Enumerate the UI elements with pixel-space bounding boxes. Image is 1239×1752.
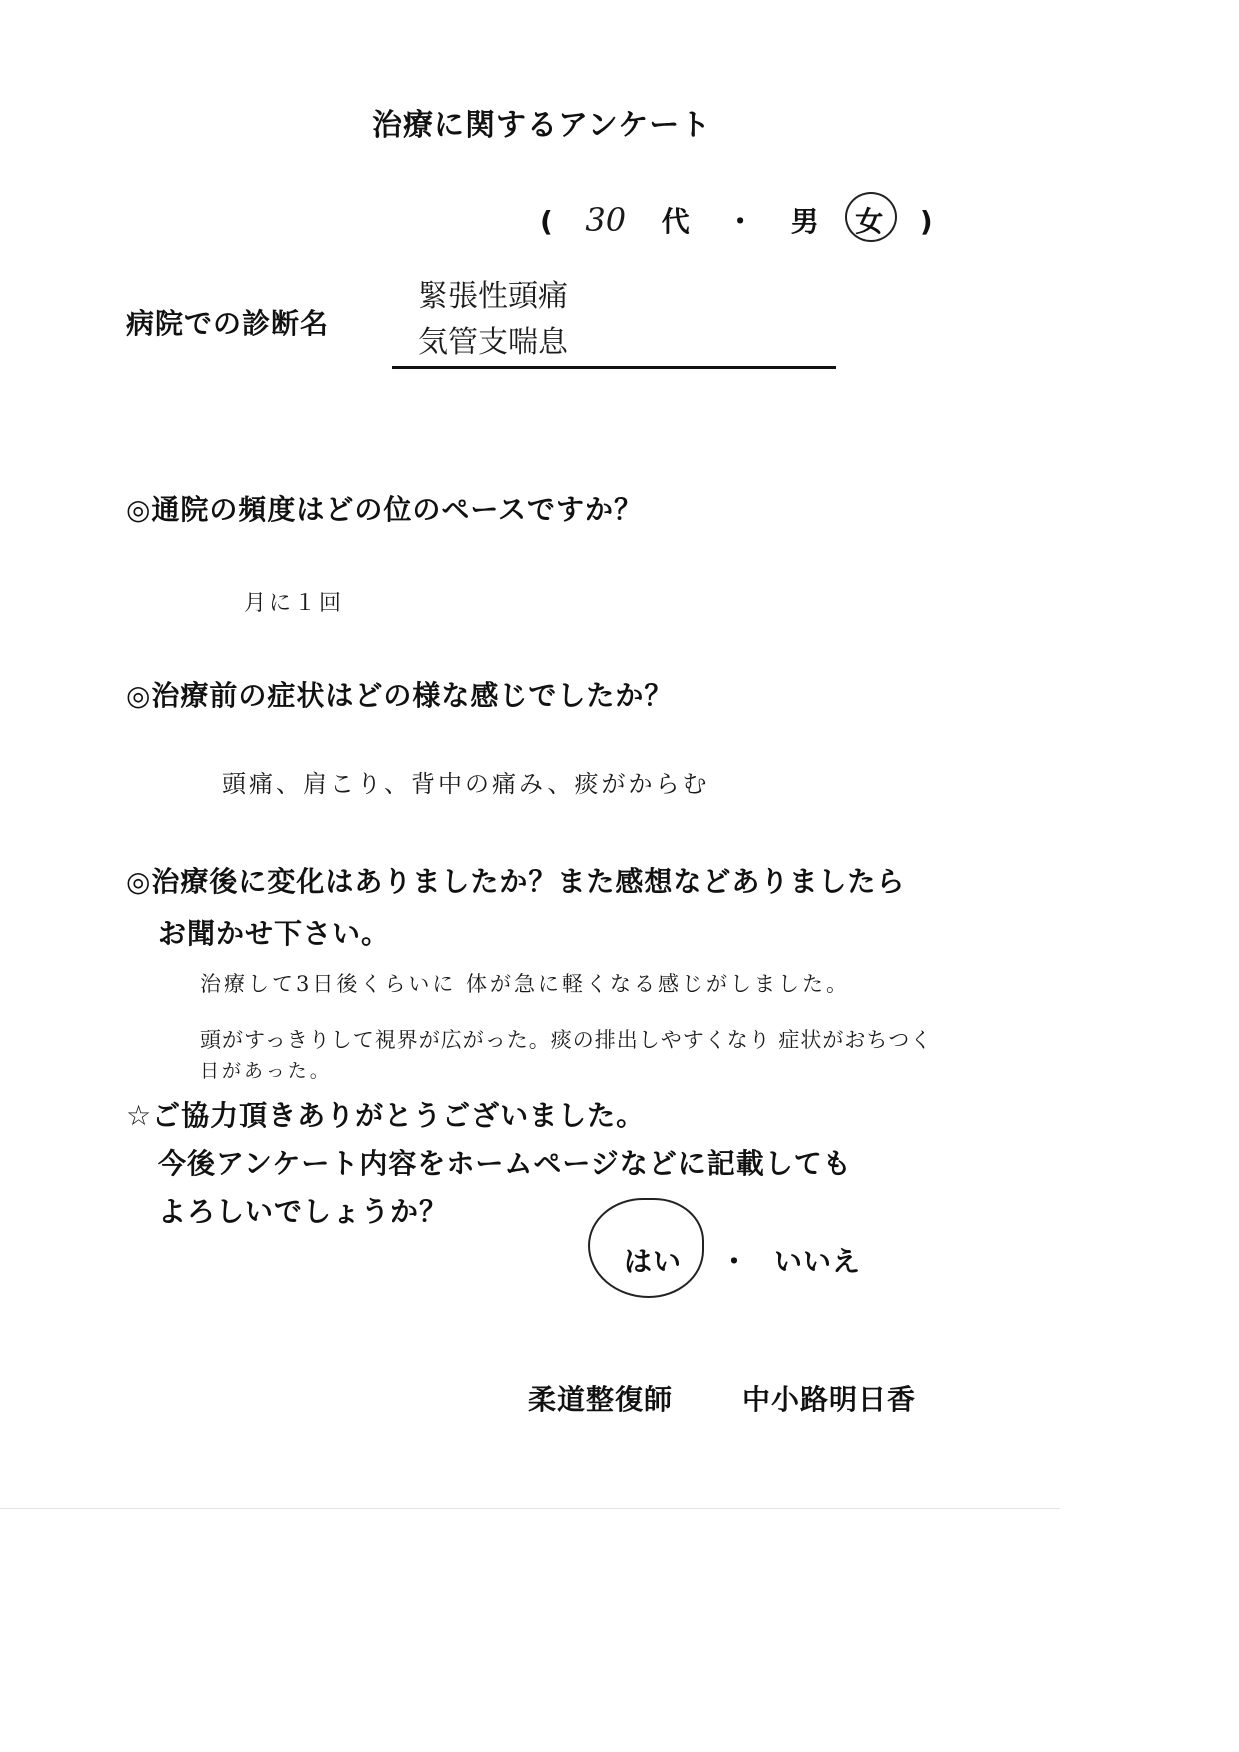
scan-edge-line: [0, 1508, 1060, 1509]
consent-thanks: ☆ご協力頂きありがとうございました。: [126, 1099, 646, 1132]
sex-female-label: 女: [855, 205, 885, 238]
answer-changes-line-2: 頭がすっきりして視界が広がった。痰の排出しやすくなり 症状がおちつく: [200, 1028, 933, 1052]
age-dai: 代: [661, 205, 691, 238]
diagnosis-line-1: 緊張性頭痛: [418, 279, 568, 314]
signature-name: 中小路明日香: [742, 1383, 917, 1416]
question-symptoms-before: ◎治療前の症状はどの様な感じでしたか？: [126, 679, 674, 712]
consent-yes-circle: [588, 1198, 704, 1298]
sex-separator: ・: [726, 205, 756, 238]
answer-changes-line-3: 日があった。: [200, 1060, 332, 1082]
age-close-paren: ): [919, 205, 934, 238]
sex-female-circle: [845, 192, 897, 242]
diagnosis-underline: [392, 366, 836, 369]
age-sex-row: [540, 200, 934, 240]
consent-question-line-1: 今後アンケート内容をホームページなどに記載しても: [158, 1147, 852, 1180]
answer-symptoms-before: 頭痛、肩こり、背中の痛み、痰がからむ: [222, 770, 710, 798]
consent-separator: ・: [720, 1245, 750, 1278]
signature-role: 柔道整復師: [528, 1383, 674, 1416]
age-value: 30: [585, 201, 627, 239]
consent-yes: はい: [624, 1245, 683, 1278]
sex-male: 男: [790, 205, 820, 238]
question-changes-line-2: お聞かせ下さい。: [158, 917, 391, 950]
diagnosis-lines: [418, 274, 568, 366]
sex-female: [855, 200, 884, 240]
age-open-paren: (: [540, 205, 554, 238]
answer-changes-line-1: 治療して3日後くらいに 体が急に軽くなる感じがしました。: [200, 972, 851, 996]
answer-frequency: 月に１回: [244, 591, 345, 616]
consent-no: いいえ: [774, 1245, 862, 1278]
diagnosis-line-2: 気管支喘息: [418, 325, 568, 360]
diagnosis-label: 病院での診断名: [126, 307, 330, 340]
page-title: 治療に関するアンケート: [372, 108, 712, 143]
consent-question-line-2: よろしいでしょうか？: [158, 1195, 449, 1228]
question-frequency: ◎通院の頻度はどの位のペースですか？: [126, 493, 644, 526]
question-changes-line-1: ◎治療後に変化はありましたか？また感想などありましたら: [126, 865, 906, 898]
